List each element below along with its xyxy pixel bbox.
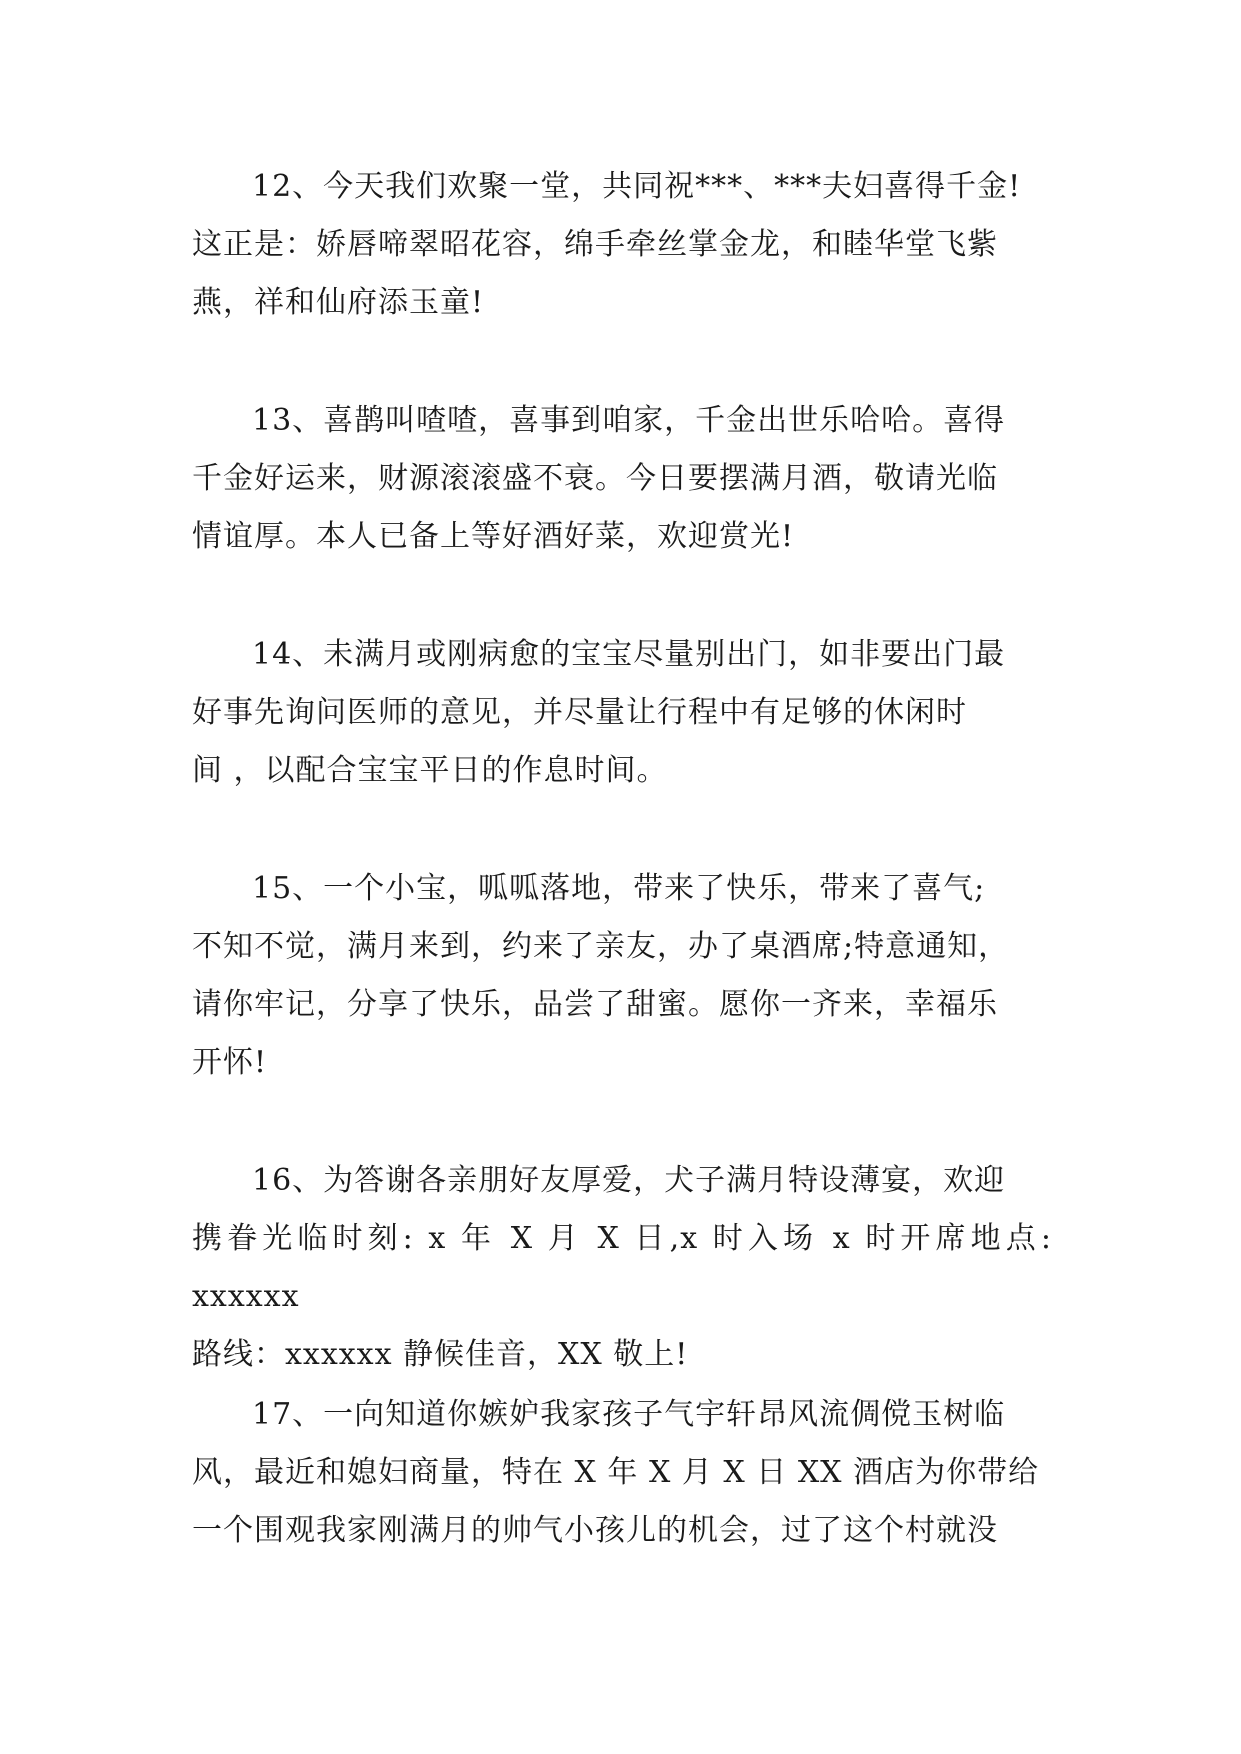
paragraph-line: 千金好运来，财源滚滚盛不衰。今日要摆满月酒，敬请光临 xyxy=(192,461,998,496)
paragraph-line: 间 ，以配合宝宝平日的作息时间。 xyxy=(192,753,668,788)
paragraph-line: 请你牢记，分享了快乐，品尝了甜蜜。愿你一齐来，幸福乐 xyxy=(192,987,998,1022)
paragraph-13 xyxy=(192,392,1052,566)
paragraph-line: 携眷光临时刻: x 年 X 月 X 日,x 时入场 x 时开席地点: xxxxxx xyxy=(192,1221,1052,1314)
paragraph-16 xyxy=(192,1152,1052,1384)
paragraph-line: 13、喜鹊叫喳喳，喜事到咱家，千金出世乐哈哈。喜得 xyxy=(252,403,1006,438)
paragraph-15 xyxy=(192,860,1052,1092)
paragraph-line: 一个围观我家刚满月的帅气小孩儿的机会，过了这个村就没 xyxy=(192,1513,998,1548)
paragraph-line: 这正是：娇唇啼翠昭花容，绵手牵丝掌金龙，和睦华堂飞紫 xyxy=(192,227,998,262)
paragraph-line: 开怀! xyxy=(192,1045,268,1080)
paragraph-line: 燕，祥和仙府添玉童! xyxy=(192,285,485,320)
paragraph-line: 12、今天我们欢聚一堂，共同祝***、***夫妇喜得千金! xyxy=(252,169,1022,204)
paragraph-line: 17、一向知道你嫉妒我家孩子气宇轩昂风流倜傥玉树临 xyxy=(252,1397,1006,1432)
paragraph-14 xyxy=(192,626,1052,800)
paragraph-17 xyxy=(192,1386,1052,1560)
paragraph-line: 14、未满月或刚病愈的宝宝尽量别出门，如非要出门最 xyxy=(252,637,1006,672)
paragraph-line: 不知不觉，满月来到，约来了亲友，办了桌酒席;特意通知， xyxy=(192,929,1010,964)
paragraph-line: 路线：xxxxxx 静候佳音，XX 敬上! xyxy=(192,1337,689,1372)
paragraph-line: 情谊厚。本人已备上等好酒好菜，欢迎赏光! xyxy=(192,519,795,554)
paragraph-line: 16、为答谢各亲朋好友厚爱，犬子满月特设薄宴，欢迎 xyxy=(252,1163,1006,1198)
paragraph-line: 风，最近和媳妇商量，特在 X 年 X 月 X 日 XX 酒店为你带给 xyxy=(192,1455,1040,1490)
paragraph-line: 好事先询问医师的意见，并尽量让行程中有足够的休闲时 xyxy=(192,695,967,730)
paragraph-12 xyxy=(192,158,1052,332)
paragraph-line: 15、一个小宝，呱呱落地，带来了快乐，带来了喜气; xyxy=(252,871,986,906)
